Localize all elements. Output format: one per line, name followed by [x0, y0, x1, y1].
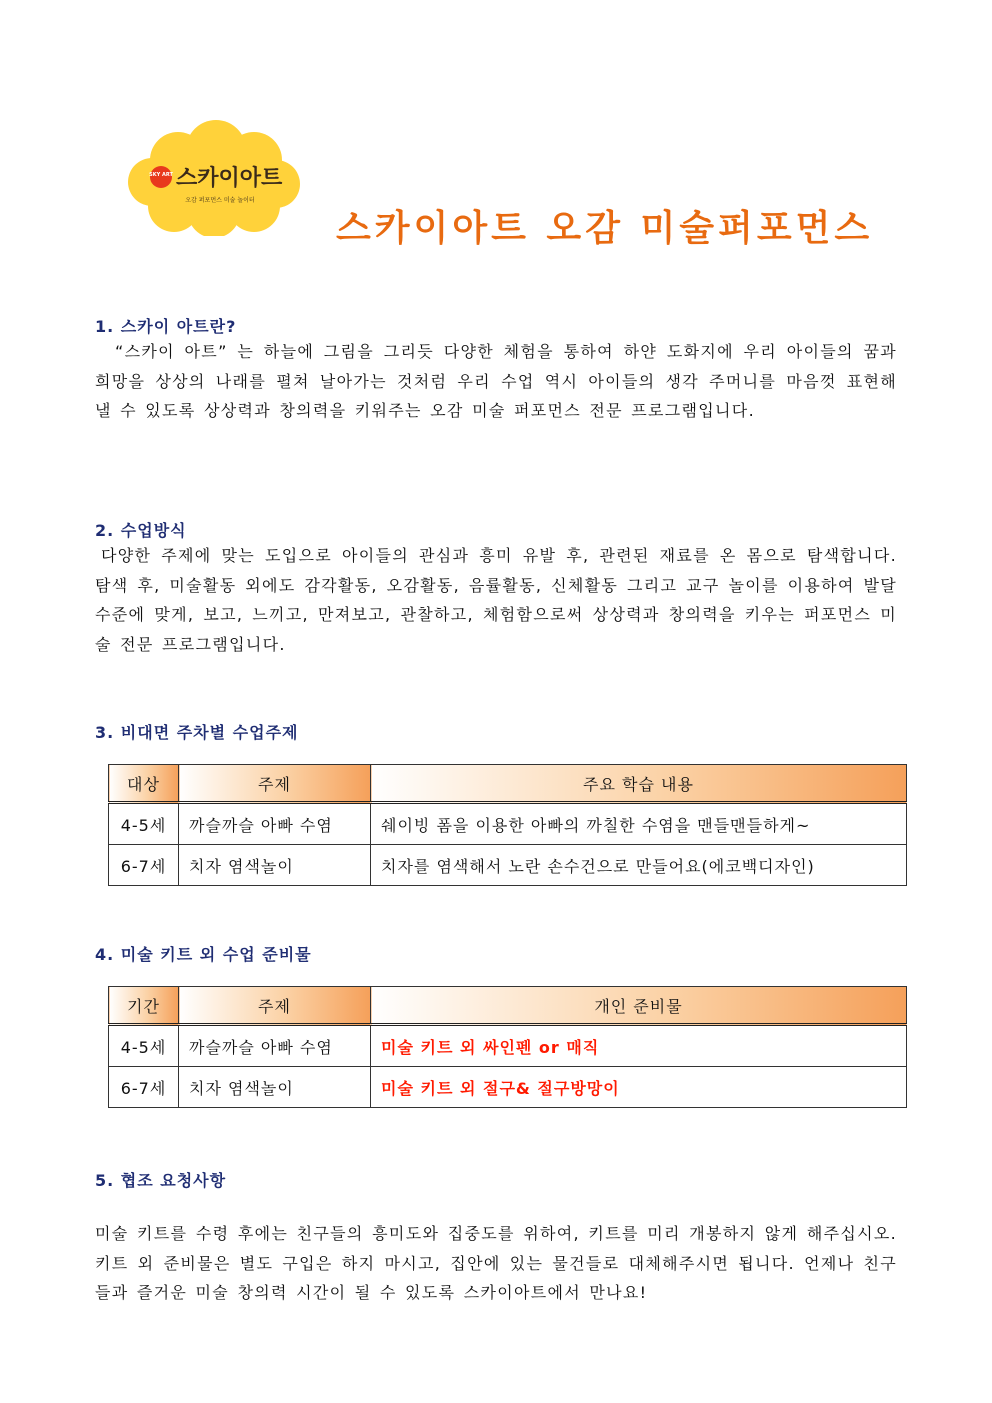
cell-age: 4-5세	[109, 1025, 179, 1067]
table-row	[109, 803, 907, 845]
header-content: 주요 학습 내용	[371, 765, 907, 803]
logo-tagline: 오감 퍼포먼스 미술 놀이터	[185, 197, 255, 204]
section-5-heading: 5. 협조 요청사항	[95, 1171, 227, 1190]
cell-content: 치자를 염색해서 노란 손수건으로 만들어요(에코백디자인)	[371, 845, 907, 886]
logo-name: 스카이아트	[176, 166, 283, 191]
table-row	[109, 1025, 907, 1067]
section-4-heading: 4. 미술 키트 외 수업 준비물	[95, 945, 312, 964]
cell-age: 6-7세	[109, 1067, 179, 1108]
table-row	[109, 845, 907, 886]
logo-badge-text: SKY ART	[149, 172, 173, 178]
cell-supplies: 미술 키트 외 절구& 절구방망이	[371, 1067, 907, 1108]
weekly-topics-table	[108, 764, 907, 886]
section-1-heading: 1. 스카이 아트란?	[95, 317, 237, 336]
sky-art-logo	[128, 118, 300, 236]
section-3-heading: 3. 비대면 주차별 수업주제	[95, 723, 299, 742]
section-5-body: 미술 키트를 수령 후에는 친구들의 흥미도와 집중도를 위하여, 키트를 미리 개봉하지 않게 해주십시오. 키트 외 준비물은 별도 구입은 하지 마시고, 집안에 있는 물건들로 대체해주시면 됩니다. 언제나 친구들과 즐거운 미술 창의력 시간이 될 수 있도록 스카이아트에서 만나요!	[95, 1224, 897, 1302]
cell-topic: 치자 염색놀이	[179, 845, 371, 886]
section-1-body: “스카이 아트” 는 하늘에 그림을 그리듯 다양한 체험을 통하여 하얀 도화지에 우리 아이들의 꿈과 희망을 상상의 나래를 펼쳐 날아가는 것처럼 우리 수업 역시 아이들의 생각 주머니를 마음껏 표현해 낼 수 있도록 상상력과 창의력을 키워주는 오감 미술 퍼포먼스 전문 프로그램입니다.	[95, 342, 897, 420]
table-row	[109, 1067, 907, 1108]
cell-age: 6-7세	[109, 845, 179, 886]
header-target: 대상	[109, 765, 179, 803]
header-topic: 주제	[179, 987, 371, 1025]
header-period: 기간	[109, 987, 179, 1025]
header-topic: 주제	[179, 765, 371, 803]
section-2-heading: 2. 수업방식	[95, 521, 187, 540]
cell-topic: 치자 염색놀이	[179, 1067, 371, 1108]
cell-topic: 까슬까슬 아빠 수염	[179, 1025, 371, 1067]
header-supplies: 개인 준비물	[371, 987, 907, 1025]
supplies-table	[108, 986, 907, 1108]
cell-age: 4-5세	[109, 803, 179, 845]
table-header-row	[109, 987, 907, 1025]
cell-topic: 까슬까슬 아빠 수염	[179, 803, 371, 845]
logo-cloud-shape	[128, 118, 300, 236]
page-title: 스카이아트 오감 미술퍼포먼스	[336, 208, 874, 249]
cell-content: 쉐이빙 폼을 이용한 아빠의 까칠한 수염을 맨들맨들하게~	[371, 803, 907, 845]
table-header-row	[109, 765, 907, 803]
section-2-body: 다양한 주제에 맞는 도입으로 아이들의 관심과 흥미 유발 후, 관련된 재료를 온 몸으로 탐색합니다. 탐색 후, 미술활동 외에도 감각활동, 오감활동, 음률활동, 신체활동 그리고 교구 놀이를 이용하여 발달 수준에 맞게, 보고, 느끼고, 만져보고, 관찰하고, 체험함으로써 상상력과 창의력을 키우는 퍼포먼스 미술 전문 프로그램입니다.	[95, 546, 897, 654]
cell-supplies: 미술 키트 외 싸인펜 or 매직	[371, 1025, 907, 1067]
